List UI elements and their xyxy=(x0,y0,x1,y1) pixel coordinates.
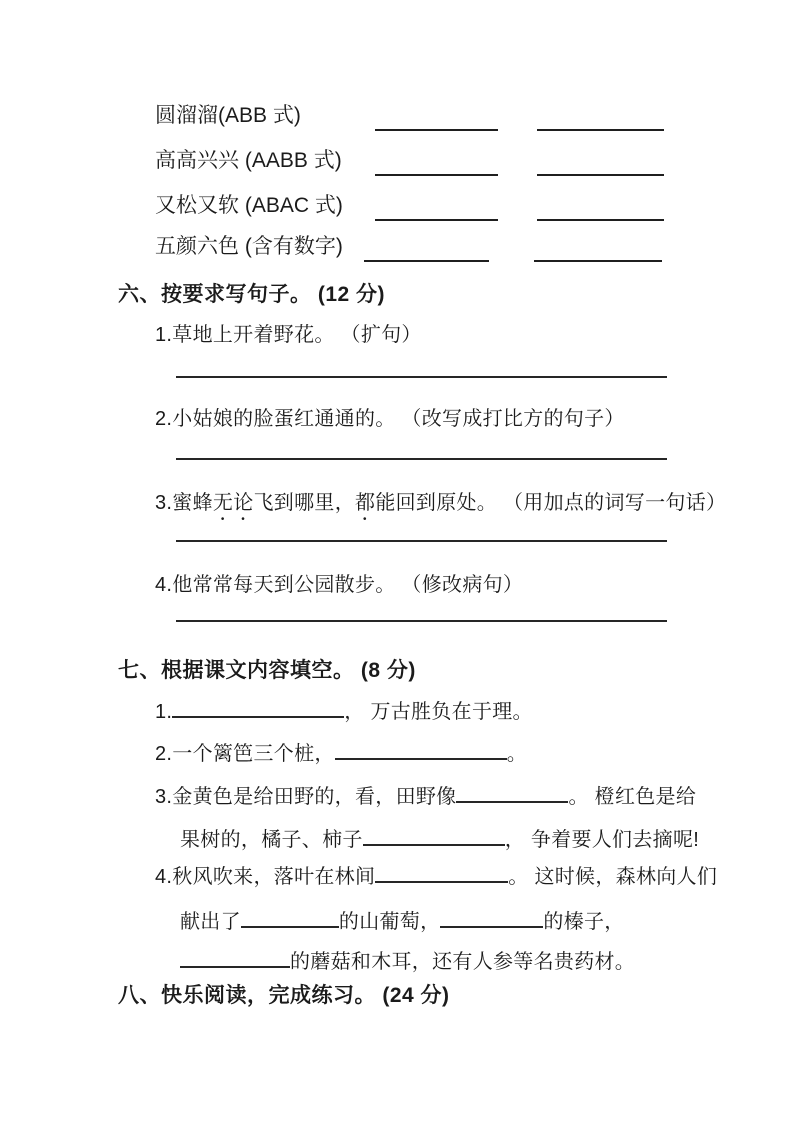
question-seven-4-line3 xyxy=(180,945,635,974)
question-text: 的蘑菇和木耳，还有人参等名贵药材。 xyxy=(290,951,636,973)
answer-blank-line xyxy=(375,174,498,176)
word-row xyxy=(0,230,793,264)
answer-blank-line xyxy=(534,260,662,262)
question-text: ， 万古胜负在于理。 xyxy=(344,701,533,723)
question-seven-1 xyxy=(155,695,533,724)
question-text: 3.金黄色是给田野的，看，田野像 xyxy=(155,786,457,808)
question-text: 2.一个篱笆三个桩， xyxy=(155,743,335,765)
question-text: 飞到哪里， xyxy=(253,492,355,514)
question-seven-4-line1 xyxy=(155,860,717,889)
question-text: 献出了 xyxy=(180,911,241,933)
question-text: 的榛子， xyxy=(543,911,625,933)
word-item-label: 又松又软 (ABAC 式) xyxy=(155,194,343,217)
emphasized-word: 都 xyxy=(355,492,376,514)
question-seven-3-line2 xyxy=(180,823,699,852)
emphasized-word: 无论 xyxy=(212,492,254,514)
answer-line xyxy=(176,620,667,622)
answer-blank-line xyxy=(375,219,498,221)
fill-blank xyxy=(440,922,543,928)
answer-blank-line xyxy=(537,129,664,131)
question-six-3 xyxy=(155,486,726,525)
fill-blank xyxy=(456,797,568,803)
question-text: 果树的，橘子、柿子 xyxy=(180,829,363,851)
question-seven-4-line2 xyxy=(180,905,625,934)
word-row xyxy=(0,144,793,178)
question-six-1: 1.草地上开着野花。 （扩句） xyxy=(155,324,422,346)
answer-blank-line xyxy=(375,129,498,131)
fill-blank xyxy=(375,877,508,883)
word-item-label: 圆溜溜(ABB 式) xyxy=(155,104,301,127)
fill-blank xyxy=(335,754,507,760)
answer-line xyxy=(176,376,667,378)
fill-blank xyxy=(172,712,344,718)
question-text: 3.蜜蜂 xyxy=(155,492,213,514)
fill-blank xyxy=(180,962,290,968)
answer-blank-line xyxy=(537,219,664,221)
answer-blank-line xyxy=(364,260,489,262)
answer-line xyxy=(176,458,667,460)
fill-blank xyxy=(363,840,505,846)
answer-line xyxy=(176,540,667,542)
question-text: 4.秋风吹来，落叶在林间 xyxy=(155,866,376,888)
question-six-4: 4.他常常每天到公园散步。 （修改病句） xyxy=(155,574,524,596)
question-text: 1. xyxy=(155,701,173,723)
question-seven-3-line1 xyxy=(155,780,696,809)
question-text: 。 xyxy=(506,743,527,765)
question-text: 。 橙红色是给 xyxy=(568,786,697,808)
question-text: ， 争着要人们去摘呢! xyxy=(504,829,700,851)
question-six-2: 2.小姑娘的脸蛋红通通的。 （改写成打比方的句子） xyxy=(155,408,625,430)
section-title-six: 六、按要求写句子。 (12 分) xyxy=(118,283,386,306)
word-row xyxy=(0,99,793,133)
section-title-seven: 七、根据课文内容填空。 (8 分) xyxy=(118,659,416,682)
question-text: 能回到原处。 （用加点的词写一句话） xyxy=(375,492,727,514)
question-text: 的山葡萄， xyxy=(338,911,441,933)
question-text: 。 这时候，森林向人们 xyxy=(508,866,718,888)
question-seven-2 xyxy=(155,737,527,766)
word-item-label: 五颜六色 (含有数字) xyxy=(155,235,343,258)
word-item-label: 高高兴兴 (AABB 式) xyxy=(155,149,342,172)
answer-blank-line xyxy=(537,174,664,176)
section-title-eight: 八、快乐阅读，完成练习。 (24 分) xyxy=(118,984,450,1007)
fill-blank xyxy=(241,922,339,928)
word-row xyxy=(0,189,793,223)
